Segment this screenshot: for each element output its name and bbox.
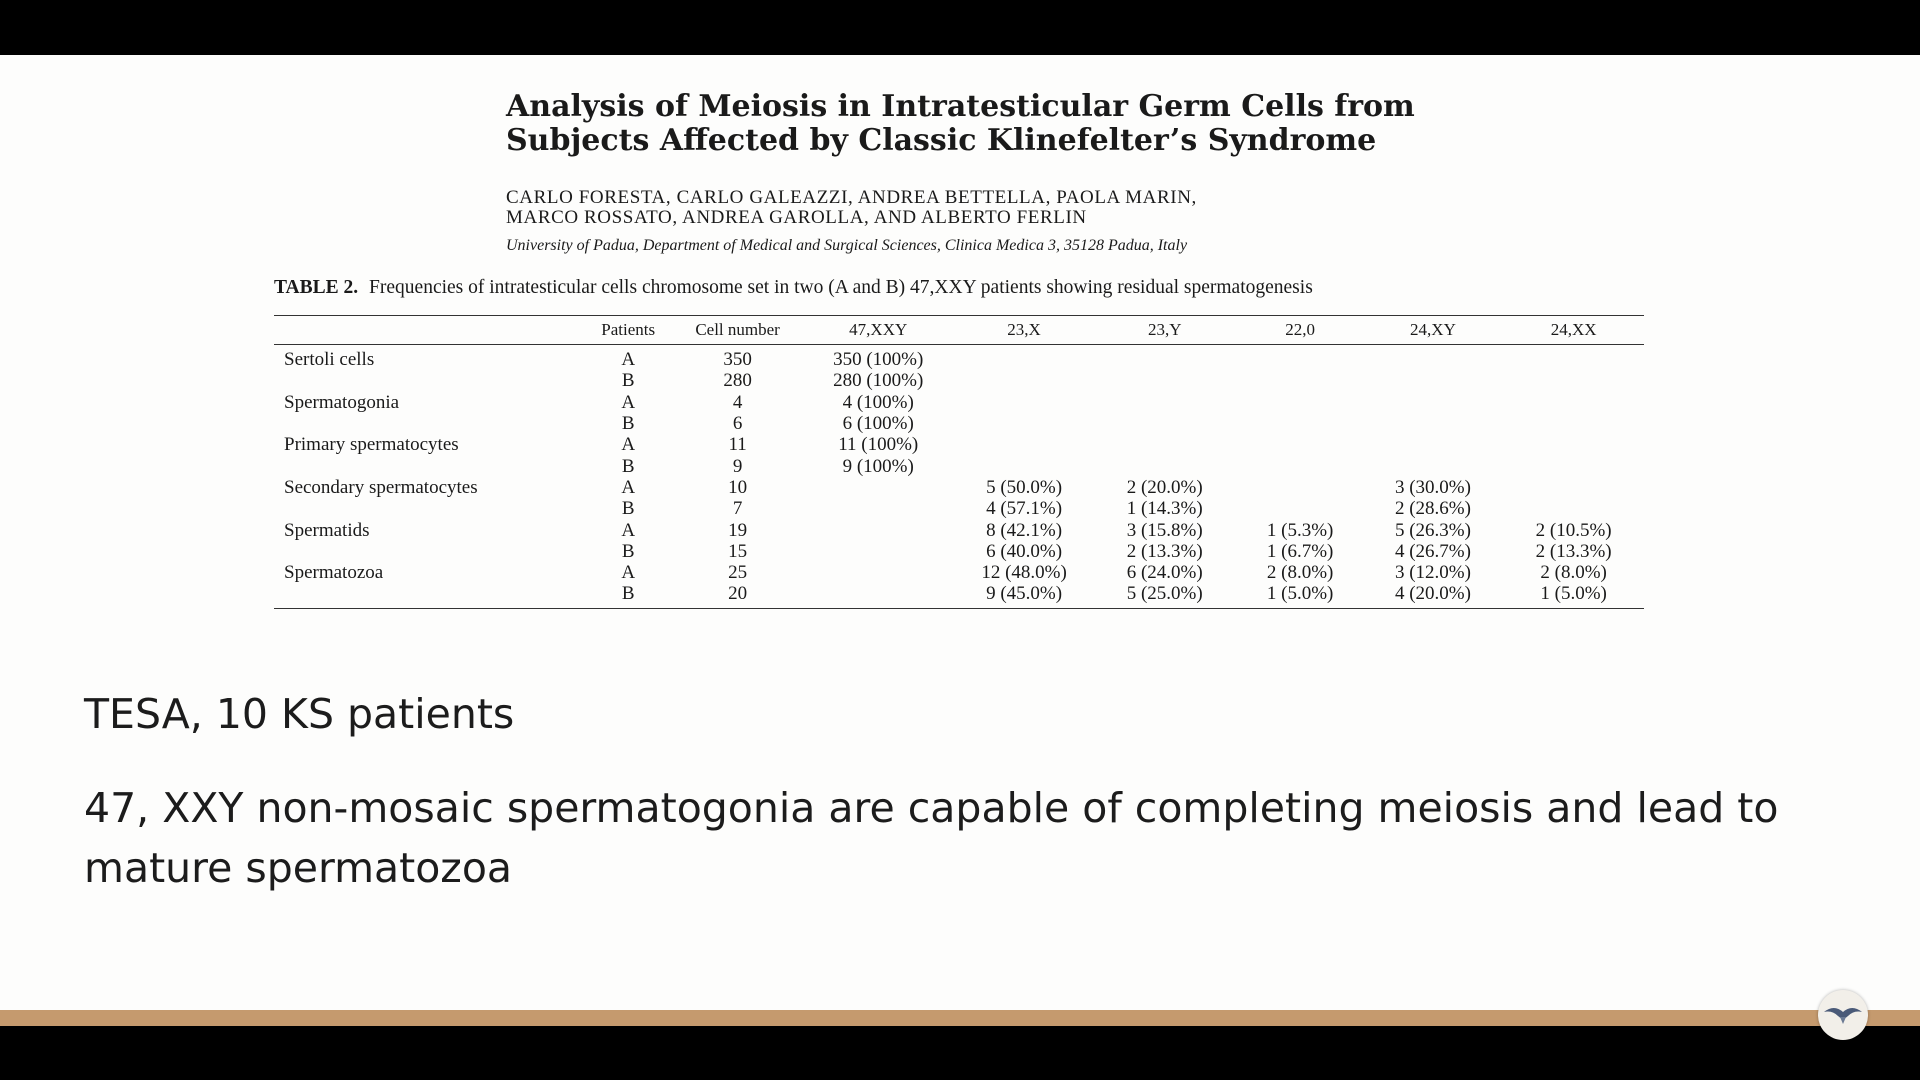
- letterbox-top-fill: [0, 0, 1920, 55]
- cell-47xxy: 350 (100%): [833, 349, 924, 371]
- table-row: [274, 498, 1644, 519]
- cell-cell-number: 350: [723, 349, 752, 371]
- paper-title-line-1: Analysis of Meiosis in Intratesticular Germ Cells from: [506, 89, 1415, 124]
- cell-22-0: 2 (8.0%): [1266, 562, 1334, 584]
- cell-23x: 9 (45.0%): [986, 583, 1063, 605]
- header-23y: 23,Y: [1147, 320, 1182, 339]
- cell-23y: [1092, 413, 1238, 434]
- table-row: [274, 413, 1644, 434]
- cell-47xxy: 280 (100%): [833, 370, 924, 392]
- cell-22-0: [1238, 455, 1363, 476]
- cell-23y: [1092, 370, 1238, 391]
- cell-24xy: 3 (12.0%): [1394, 562, 1471, 584]
- table-row: [274, 434, 1644, 455]
- cell-24xx: 1 (5.0%): [1540, 583, 1607, 605]
- cell-24xy: [1363, 345, 1504, 371]
- cell-cell-number: 20: [728, 583, 748, 605]
- cell-23y: [1092, 434, 1238, 455]
- cell-cell-number: 11: [728, 434, 747, 456]
- cell-24xx: 2 (8.0%): [1540, 562, 1607, 584]
- cell-23y: 5 (25.0%): [1126, 583, 1203, 605]
- cell-24xx: [1503, 434, 1644, 455]
- table-row: [274, 583, 1644, 608]
- cell-24xy: 3 (30.0%): [1394, 476, 1471, 498]
- cell-type: [274, 370, 581, 391]
- bullet-tesa: TESA, 10 KS patients: [84, 690, 515, 738]
- cell-patient: B: [621, 370, 635, 392]
- cell-24xy: 5 (26.3%): [1394, 519, 1471, 541]
- cell-24xx: 2 (10.5%): [1535, 519, 1612, 541]
- cell-22-0: 1 (5.3%): [1266, 519, 1334, 541]
- table-row: [274, 392, 1644, 413]
- cell-24xy: [1363, 392, 1504, 413]
- authors-line-2: MARCO ROSSATO, ANDREA GAROLLA, AND ALBERTO FERLIN: [506, 207, 1087, 228]
- cell-type: [274, 541, 581, 562]
- table-header-row: [274, 316, 1644, 345]
- cell-23x: [956, 345, 1091, 371]
- cell-22-0: [1238, 345, 1363, 371]
- cell-24xy: [1363, 370, 1504, 391]
- table-row: [274, 562, 1644, 583]
- cell-type: [274, 583, 581, 608]
- cell-23y: [1092, 455, 1238, 476]
- cell-23x: 8 (42.1%): [986, 519, 1063, 541]
- table-row: [274, 345, 1644, 371]
- cell-type: [274, 455, 581, 476]
- cell-type: Spermatozoa: [284, 562, 384, 584]
- cell-patient: A: [621, 391, 636, 413]
- cell-23x: 12 (48.0%): [981, 562, 1067, 584]
- table-row: [274, 477, 1644, 498]
- cell-24xy: [1363, 434, 1504, 455]
- cell-cell-number: 6: [732, 413, 743, 435]
- cell-22-0: [1238, 434, 1363, 455]
- authors-line-1: CARLO FORESTA, CARLO GALEAZZI, ANDREA BETTELLA, PAOLA MARIN,: [506, 187, 1197, 208]
- eagle-logo-icon: [1818, 990, 1868, 1040]
- cell-24xx: [1503, 498, 1644, 519]
- cell-23y: 1 (14.3%): [1126, 498, 1203, 520]
- cell-24xy: 2 (28.6%): [1394, 498, 1471, 520]
- table-row: [274, 519, 1644, 540]
- cell-24xy: [1363, 413, 1504, 434]
- cell-22-0: [1238, 370, 1363, 391]
- cell-type: [274, 413, 581, 434]
- table-row: [274, 370, 1644, 391]
- header-24xx: 24,XX: [1550, 320, 1597, 339]
- cell-patient: A: [621, 476, 636, 498]
- cell-47xxy: 11 (100%): [838, 434, 919, 456]
- table-caption-text: Frequencies of intratesticular cells chromosome set in two (A and B) 47,XXY patients showing residual spermatogenesis: [369, 277, 1313, 298]
- cell-24xx: [1503, 345, 1644, 371]
- header-23x: 23,X: [1007, 320, 1041, 339]
- cell-patient: B: [621, 583, 635, 605]
- cell-23y: 6 (24.0%): [1126, 562, 1203, 584]
- cell-patient: A: [621, 519, 636, 541]
- cell-23x: [956, 413, 1091, 434]
- cell-patient: A: [621, 562, 636, 584]
- cell-23x: 6 (40.0%): [986, 540, 1063, 562]
- table-row: [274, 455, 1644, 476]
- paper-title: [506, 90, 1506, 158]
- cell-23y: [1092, 392, 1238, 413]
- cell-23x: [956, 455, 1091, 476]
- cell-22-0: 1 (5.0%): [1266, 583, 1334, 605]
- cell-47xxy: 6 (100%): [842, 413, 914, 435]
- cell-cell-number: 10: [728, 476, 748, 498]
- cell-cell-number: 15: [728, 540, 748, 562]
- cell-23y: 2 (13.3%): [1126, 540, 1203, 562]
- accent-bar: [0, 1010, 1920, 1026]
- cell-24xx: [1503, 370, 1644, 391]
- cell-47xxy: [800, 541, 956, 562]
- cell-22-0: [1238, 498, 1363, 519]
- cell-patient: B: [621, 540, 635, 562]
- cell-cell-number: 7: [732, 498, 743, 520]
- table-row: [274, 541, 1644, 562]
- cell-47xxy: [800, 583, 956, 608]
- cell-22-0: [1238, 392, 1363, 413]
- paper-authors: [506, 188, 1197, 228]
- cell-22-0: 1 (6.7%): [1266, 540, 1334, 562]
- cell-24xx: [1503, 455, 1644, 476]
- cell-type: Spermatids: [284, 519, 370, 541]
- cell-23y: [1092, 345, 1238, 371]
- cell-type: Sertoli cells: [284, 349, 375, 371]
- header-type: [274, 316, 581, 345]
- cell-47xxy: 9 (100%): [842, 455, 914, 477]
- header-22-0: 22,0: [1285, 320, 1315, 339]
- cell-23x: 4 (57.1%): [986, 498, 1063, 520]
- header-patient: Patients: [601, 320, 656, 339]
- cell-24xy: 4 (26.7%): [1394, 540, 1471, 562]
- cell-type: Primary spermatocytes: [284, 434, 459, 456]
- cell-type: [274, 498, 581, 519]
- cell-24xx: [1503, 392, 1644, 413]
- paper-affiliation: University of Padua, Department of Medical and Surgical Sciences, Clinica Medica 3, 35128 Padua, Italy: [506, 237, 1188, 254]
- cell-23x: [956, 392, 1091, 413]
- cell-patient: B: [621, 455, 635, 477]
- cell-24xx: [1503, 413, 1644, 434]
- cell-22-0: [1238, 413, 1363, 434]
- cell-47xxy: [800, 519, 956, 540]
- cell-24xy: 4 (20.0%): [1394, 583, 1471, 605]
- header-cell-number: Cell number: [695, 320, 780, 339]
- cell-47xxy: 4 (100%): [842, 391, 914, 413]
- bullet-conclusion: 47, XXY non-mosaic spermatogonia are capable of completing meiosis and lead to mature spermatozoa: [84, 784, 1779, 892]
- data-table: [274, 315, 1644, 609]
- cell-cell-number: 9: [732, 455, 743, 477]
- cell-cell-number: 280: [723, 370, 752, 392]
- cell-23y: 3 (15.8%): [1126, 519, 1203, 541]
- cell-patient: B: [621, 498, 635, 520]
- cell-22-0: [1238, 477, 1363, 498]
- table-caption-label: TABLE 2.: [274, 277, 359, 298]
- table-body: [274, 345, 1644, 609]
- cell-patient: A: [621, 349, 636, 371]
- paper-title-line-2: Subjects Affected by Classic Klinefelter’s Syndrome: [506, 123, 1377, 158]
- table-caption: [274, 277, 1313, 299]
- cell-23x: 5 (50.0%): [986, 476, 1063, 498]
- cell-patient: B: [621, 413, 635, 435]
- cell-type: Spermatogonia: [284, 391, 400, 413]
- cell-24xy: [1363, 455, 1504, 476]
- cell-23x: [956, 370, 1091, 391]
- cell-type: Secondary spermatocytes: [284, 476, 478, 498]
- cell-24xx: 2 (13.3%): [1535, 540, 1612, 562]
- cell-47xxy: [800, 498, 956, 519]
- header-47xxy: 47,XXY: [849, 320, 908, 339]
- cell-patient: A: [621, 434, 636, 456]
- letterbox-bottom: [0, 1026, 1920, 1080]
- cell-47xxy: [800, 477, 956, 498]
- header-24xy: 24,XY: [1410, 320, 1456, 339]
- cell-cell-number: 25: [728, 562, 748, 584]
- cell-24xx: [1503, 477, 1644, 498]
- cell-cell-number: 19: [728, 519, 748, 541]
- cell-cell-number: 4: [732, 391, 743, 413]
- cell-23x: [956, 434, 1091, 455]
- cell-47xxy: [800, 562, 956, 583]
- cell-23y: 2 (20.0%): [1126, 476, 1203, 498]
